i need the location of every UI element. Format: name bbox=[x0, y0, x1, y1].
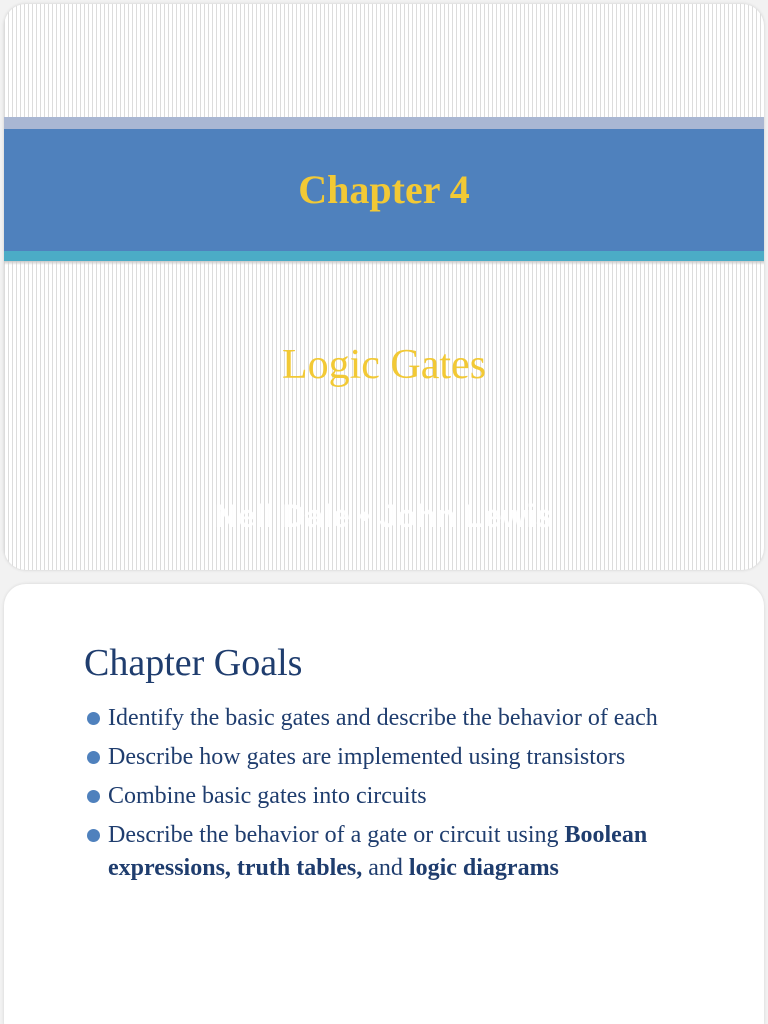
title-band bbox=[4, 129, 764, 251]
bullet-dot-icon bbox=[87, 790, 100, 803]
goal-text: Combine basic gates into circuits bbox=[108, 783, 427, 809]
band-top-strip bbox=[4, 117, 764, 129]
goals-slide bbox=[4, 584, 764, 1024]
band-shadow bbox=[4, 261, 764, 265]
goal-item bbox=[84, 819, 724, 885]
goal-item bbox=[84, 702, 724, 735]
authors-line: Nell Dale • John Lewis bbox=[214, 498, 554, 534]
goal-item bbox=[84, 780, 724, 813]
goal-bold-terms: Boolean expressions, truth tables, bbox=[108, 822, 648, 881]
slide-subtitle: Logic Gates bbox=[281, 342, 487, 388]
goal-text: Describe how gates are implemented using transistors bbox=[108, 744, 626, 770]
goal-text: Identify the basic gates and describe the behavior of each bbox=[108, 705, 658, 731]
bullet-dot-icon bbox=[87, 751, 100, 764]
goals-title: Chapter Goals bbox=[84, 642, 303, 684]
goal-text-mid: and bbox=[362, 855, 409, 881]
bullet-dot-icon bbox=[87, 712, 100, 725]
band-bottom-strip bbox=[4, 251, 764, 261]
goal-item bbox=[84, 741, 724, 774]
goal-text-start: Describe the behavior of a gate or circuit using bbox=[108, 822, 565, 848]
goals-list bbox=[84, 702, 724, 891]
goal-bold-diagrams: logic diagrams bbox=[408, 855, 559, 881]
chapter-heading: Chapter 4 bbox=[298, 167, 470, 212]
bullet-dot-icon bbox=[87, 829, 100, 842]
title-slide bbox=[4, 4, 764, 570]
